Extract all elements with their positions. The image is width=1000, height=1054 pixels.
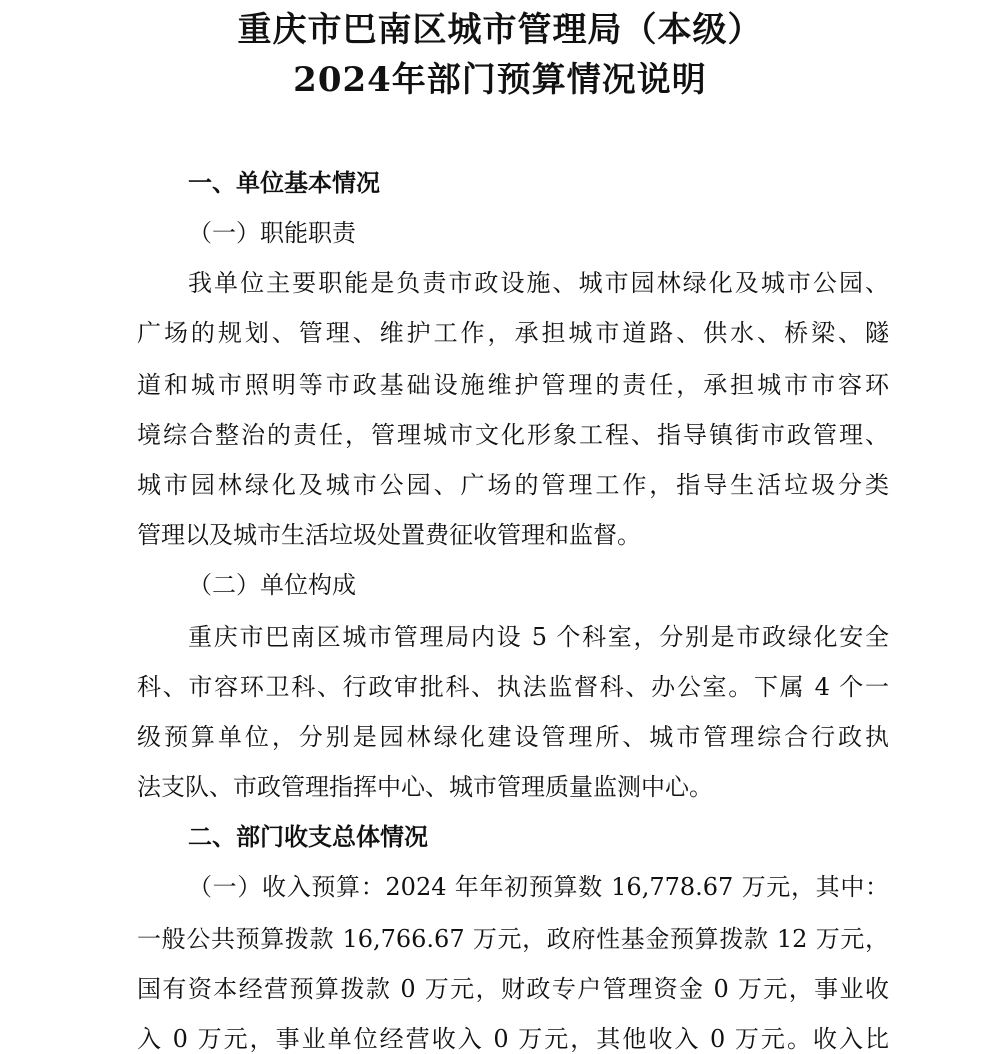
paragraph-line: 广场的规划、管理、维护工作，承担城市道路、供水、桥梁、隧 <box>137 319 889 347</box>
paragraph-line: 一般公共预算拨款 16,766.67 万元，政府性基金预算拨款 12 万元， <box>137 925 889 953</box>
paragraph-line: 重庆市巴南区城市管理局内设 5 个科室，分别是市政绿化安全 <box>188 623 889 651</box>
document-title-line-1: 重庆市巴南区城市管理局（本级） <box>237 10 763 50</box>
paragraph-line: 国有资本经营预算拨款 0 万元，财政专户管理资金 0 万元，事业收 <box>137 975 889 1003</box>
section-heading-basic-info: 一、单位基本情况 <box>188 168 380 197</box>
section-heading-budget-overview: 二、部门收支总体情况 <box>188 822 428 851</box>
paragraph-line: 级预算单位，分别是园林绿化建设管理所、城市管理综合行政执 <box>137 723 889 751</box>
paragraph-line: 我单位主要职能是负责市政设施、城市园林绿化及城市公园、 <box>188 269 889 297</box>
paragraph-line: 道和城市照明等市政基础设施维护管理的责任，承担城市市容环 <box>137 371 889 399</box>
paragraph-line: 城市园林绿化及城市公园、广场的管理工作，指导生活垃圾分类 <box>137 471 889 499</box>
subsection-heading-functions: （一）职能职责 <box>188 219 356 247</box>
paragraph-line: （一）收入预算：2024 年年初预算数 16,778.67 万元，其中： <box>188 873 889 901</box>
paragraph-line: 入 0 万元，事业单位经营收入 0 万元，其他收入 0 万元。收入比 <box>137 1025 889 1053</box>
paragraph-line: 法支队、市政管理指挥中心、城市管理质量监测中心。 <box>137 773 713 801</box>
document-title-line-2: 2024年部门预算情况说明 <box>293 60 707 100</box>
paragraph-line: 管理以及城市生活垃圾处置费征收管理和监督。 <box>137 521 641 549</box>
paragraph-line: 境综合整治的责任，管理城市文化形象工程、指导镇街市政管理、 <box>137 421 889 449</box>
subsection-heading-composition: （二）单位构成 <box>188 571 356 599</box>
paragraph-line: 科、市容环卫科、行政审批科、执法监督科、办公室。下属 4 个一 <box>137 673 889 701</box>
